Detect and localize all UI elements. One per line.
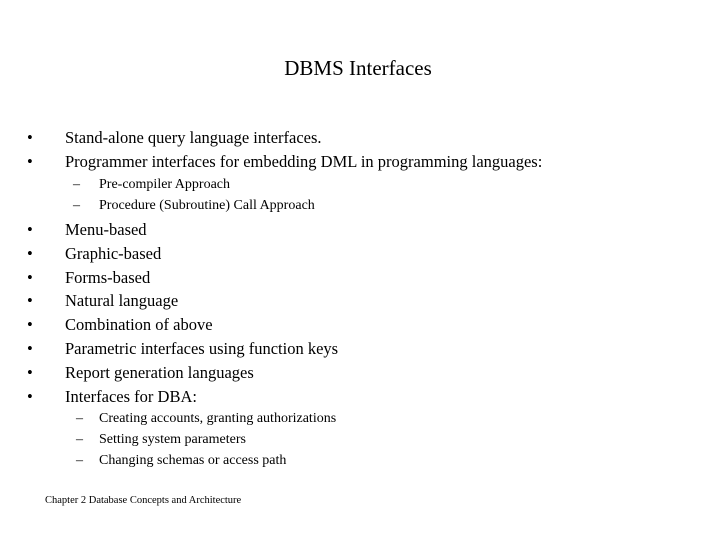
- dash-icon: –: [73, 176, 80, 192]
- bullet-item: [0, 313, 720, 337]
- slide-title: DBMS Interfaces: [284, 56, 432, 80]
- bullet-item: [0, 218, 720, 242]
- bullet-text: Menu-based: [65, 220, 147, 239]
- sub-item: [0, 450, 720, 471]
- bullet-text: Programmer interfaces for embedding DML in programming languages:: [65, 151, 543, 171]
- bullet-item: [0, 126, 720, 150]
- sub-item-text: Pre-compiler Approach: [99, 176, 231, 192]
- bullet-icon: •: [27, 243, 33, 263]
- slide-footer: Chapter 2 Database Concepts and Architecture: [45, 495, 242, 506]
- sub-item: [0, 429, 720, 450]
- bullet-list-main: [0, 218, 720, 471]
- bullet-item: [0, 242, 720, 266]
- sub-item-text: Procedure (Subroutine) Call Approach: [99, 198, 315, 214]
- bullet-item: [0, 150, 720, 174]
- bullet-icon: •: [27, 362, 33, 382]
- bullet-icon: •: [27, 267, 33, 287]
- bullet-text: Parametric interfaces using function keys: [65, 338, 339, 358]
- dash-icon: –: [73, 198, 80, 214]
- bullet-item: [0, 385, 720, 409]
- bullet-icon: •: [27, 220, 33, 239]
- dash-icon: –: [76, 453, 83, 469]
- bullet-text: Combination of above: [65, 315, 213, 335]
- bullet-icon: •: [27, 291, 33, 311]
- dash-icon: –: [76, 432, 83, 448]
- bullet-text: Forms-based: [65, 267, 151, 287]
- bullet-text: Graphic-based: [65, 243, 162, 263]
- bullet-item: [0, 289, 720, 313]
- sub-item: [0, 174, 720, 196]
- bullet-icon: •: [27, 128, 33, 147]
- bullet-text: Natural language: [65, 291, 179, 311]
- bullet-item: [0, 361, 720, 385]
- dash-icon: –: [76, 411, 83, 427]
- bullet-text: Interfaces for DBA:: [65, 386, 197, 406]
- bullet-item: [0, 266, 720, 290]
- bullet-item: [0, 337, 720, 361]
- bullet-text: Stand-alone query language interfaces.: [65, 128, 322, 147]
- sub-item-text: Creating accounts, granting authorizations: [99, 411, 337, 427]
- bullet-icon: •: [27, 151, 33, 171]
- bullet-list-top: [0, 126, 720, 217]
- bullet-icon: •: [27, 338, 33, 358]
- sub-item-text: Setting system parameters: [99, 432, 246, 448]
- sub-item-text: Changing schemas or access path: [99, 453, 287, 469]
- sub-item: [0, 408, 720, 429]
- bullet-text: Report generation languages: [65, 362, 254, 382]
- bullet-icon: •: [27, 315, 33, 335]
- bullet-icon: •: [27, 386, 33, 406]
- sub-item: [0, 195, 720, 217]
